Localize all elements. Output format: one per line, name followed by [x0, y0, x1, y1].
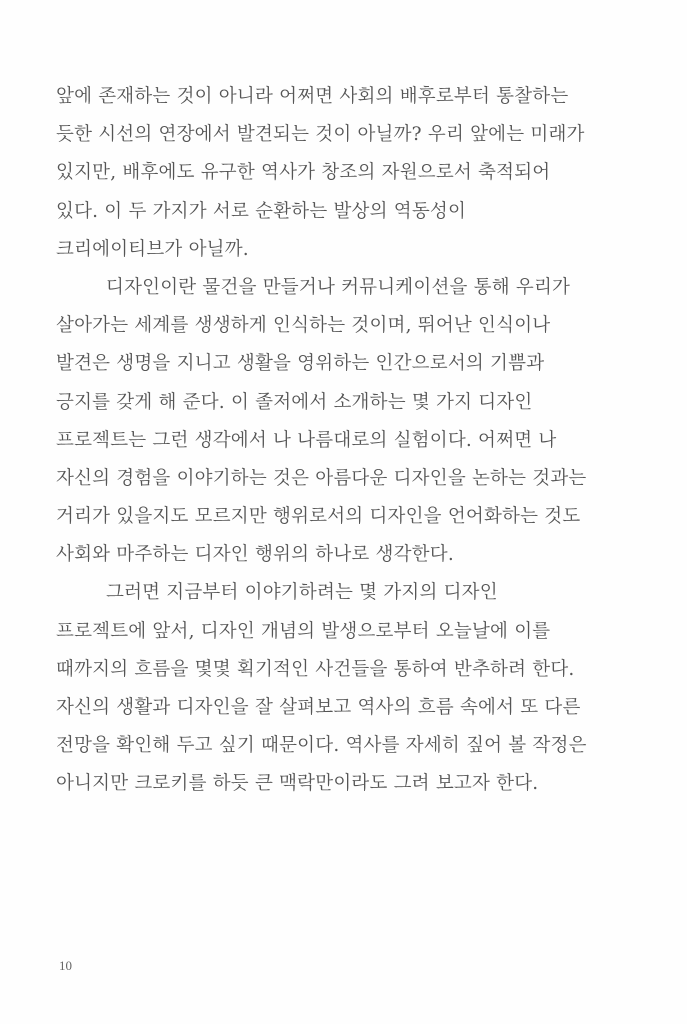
text-line: 살아가는 세계를 생생하게 인식하는 것이며, 뛰어난 인식이나	[56, 315, 551, 337]
text-line: 때까지의 흐름을 몇몇 획기적인 사건들을 통하여 반추하려 한다.	[56, 658, 575, 680]
body-text	[56, 78, 616, 804]
text-line: 듯한 시선의 연장에서 발견되는 것이 아닐까? 우리 앞에는 미래가	[56, 124, 585, 146]
text-line: 아니지만 크로키를 하듯 큰 맥락만이라도 그려 보고자 한다.	[56, 773, 539, 795]
text-line: 긍지를 갖게 해 준다. 이 졸저에서 소개하는 몇 가지 디자인	[56, 391, 533, 413]
page-number: 10	[59, 958, 72, 973]
text-line: 있지만, 배후에도 유구한 역사가 창조의 자원으로서 축적되어	[56, 162, 551, 184]
text-line: 크리에이티브가 아닐까.	[56, 238, 249, 260]
text-line: 발견은 생명을 지니고 생활을 영위하는 인간으로서의 기쁨과	[56, 353, 545, 375]
text-line: 전망을 확인해 두고 싶기 때문이다. 역사를 자세히 짚어 볼 작정은	[56, 735, 587, 757]
text-line: 사회와 마주하는 디자인 행위의 하나로 생각한다.	[56, 544, 454, 566]
text-line: 앞에 존재하는 것이 아니라 어쩌면 사회의 배후로부터 통찰하는	[56, 86, 569, 107]
text-line: 있다. 이 두 가지가 서로 순환하는 발상의 역동성이	[56, 200, 467, 222]
text-line: 프로젝트에 앞서, 디자인 개념의 발생으로부터 오늘날에 이를	[56, 620, 551, 642]
paragraph-start-line: 디자인이란 물건을 만들거나 커뮤니케이션을 통해 우리가	[106, 276, 571, 298]
text-line: 거리가 있을지도 모르지만 행위로서의 디자인을 언어화하는 것도	[56, 506, 581, 528]
text-line: 자신의 경험을 이야기하는 것은 아름다운 디자인을 논하는 것과는	[56, 467, 587, 489]
text-line: 자신의 생활과 디자인을 잘 살펴보고 역사의 흐름 속에서 또 다른	[56, 697, 581, 718]
text-line: 프로젝트는 그런 생각에서 나 나름대로의 실험이다. 어쩌면 나	[56, 429, 557, 451]
paragraph-start-line: 그러면 지금부터 이야기하려는 몇 가지의 디자인	[106, 582, 498, 604]
